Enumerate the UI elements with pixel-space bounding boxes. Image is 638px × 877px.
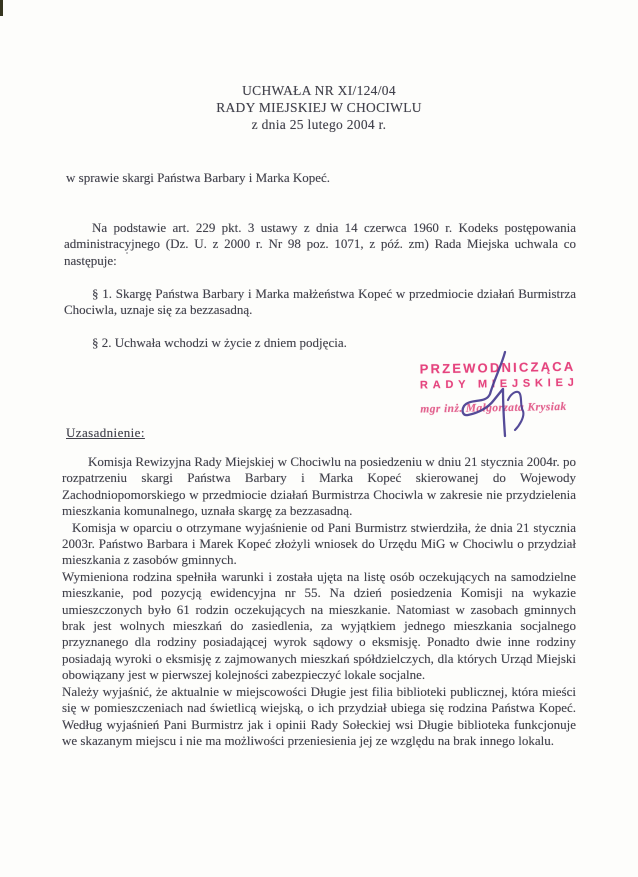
- title-line-date: z dnia 25 lutego 2004 r.: [251, 117, 387, 132]
- justification-paragraph-3: Wymieniona rodzina spełniła warunki i została ujęta na listę osób oczekujących na samodzielne mieszkanie, pod pozycją ewidencyjna nr 55. Na dzień posiedzenia Komisji na wykazie umieszczonych było 61 rodzin oczekujących na mieszkanie. Natomiast w zasobach gminnych brak jest wolnych mieszkań do zasiedlenia, za wyjątkiem jednego mieszkania socjalnego przyznanego dla rodziny posiadającej wyrok sądowy o eksmisję. Ponadto dwie inne rodziny posiadają wyroki o eksmisję z zajmowanych mieszkań spółdzielczych, dla których Urząd Miejski obowiązany jest w pierwszej kolejności zabezpieczyć lokale socjalne.: [62, 568, 576, 683]
- justification-heading: Uzasadnienie:: [66, 425, 145, 440]
- justification-paragraph-4: Należy wyjaśnić, że aktualnie w miejscowości Długie jest filia biblioteki publicznej, która mieści się w pomieszczeniach nad świetlicą wiejską, o ich przydział ubiega się rodzina Państwa Kopeć. Według wyjaśnień Pani Burmistrz jak i opinii Rady Sołeckiej wsi Długie biblioteka funkcjonuje we skazanym miejscu i nie ma możliwości przeniesienia jej ze względu na brak innego lokalu.: [62, 683, 576, 748]
- justification-paragraph-2: Komisja w oparciu o otrzymane wyjaśnienie od Pani Burmistrz stwierdziła, że dnia 21 stycznia 2003r. Państwo Barbara i Marek Kopeć złożyli wniosek do Urzędu MiG w Chociwlu o przydział mieszkania z zasobów gminnych.: [62, 519, 576, 568]
- justification-body: [62, 454, 576, 749]
- title-line-resolution-number: UCHWAŁA NR XI/124/04: [242, 83, 396, 98]
- subject-line: w sprawie skargi Państwa Barbary i Marka Kopeć.: [66, 170, 331, 185]
- stamp-title-line: PRZEWODNICZĄCA: [419, 358, 576, 377]
- chairwoman-stamp: [420, 359, 591, 416]
- scan-artifact-corner: [0, 0, 3, 16]
- legal-basis-paragraph: Na podstawie art. 229 pkt. 3 ustawy z dnia 14 czerwca 1960 r. Kodeks postępowania administracyjnego (Dz. U. z 2000 r. Nr 98 poz. 1071, z póź. zm) Rada Miejska uchwala co następuje:: [64, 220, 576, 268]
- justification-paragraph-1: Komisja Rewizyjna Rady Miejskiej w Chociwlu na posiedzeniu w dniu 21 stycznia 2004r. po rozpatrzeniu skargi Państwa Barbary i Marka Kopeć skierowanej do Wojewody Zachodniopomorskiego w przedmiocie działań Burmistrza Chociwla w zakresie nie przydzielenia mieszkania komunalnego, uznała skargę za bezzasadną.: [62, 454, 576, 519]
- stamp-name-line: mgr inż. Małgorzata Krysiak: [420, 400, 567, 416]
- section-2-paragraph: § 2. Uchwała wchodzi w życie z dniem podjęcia.: [92, 335, 347, 350]
- section-1-paragraph: § 1. Skargę Państwa Barbary i Marka małżeństwa Kopeć w przedmiocie działań Burmistrza Chociwla, uznaje się za bezzasadną.: [64, 286, 576, 318]
- title-line-council-name: RADY MIEJSKIEJ W CHOCIWLU: [216, 100, 422, 115]
- stamp-council-line: RADY MIEJSKIEJ: [419, 376, 579, 392]
- document-title-block: [0, 82, 638, 133]
